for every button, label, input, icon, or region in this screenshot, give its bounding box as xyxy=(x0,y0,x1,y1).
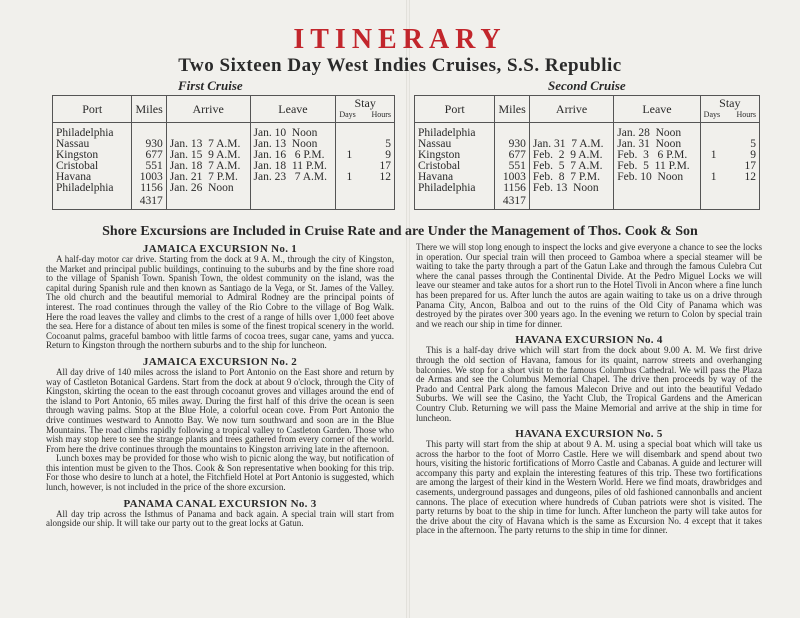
arrive-header: Arrive xyxy=(166,96,250,123)
hours-value: 9 xyxy=(750,149,756,161)
port-cell: Philadelphia xyxy=(415,123,495,140)
arrive-cell: Feb. 2 9 A.M. xyxy=(529,150,613,161)
stay-cell xyxy=(700,183,759,194)
miles-cell xyxy=(132,123,166,140)
first-cruise-label: First Cruise xyxy=(178,78,243,93)
port-cell: Havana xyxy=(53,172,132,183)
leave-cell: Jan. 10 Noon xyxy=(250,123,336,140)
arrive-cell xyxy=(529,123,613,140)
days-label: Days xyxy=(339,110,356,119)
table-header-row xyxy=(415,96,760,123)
miles-cell: 1156 xyxy=(495,183,530,194)
jamaica-1-title: JAMAICA EXCURSION No. 1 xyxy=(142,243,298,255)
leave-cell: Jan. 13 Noon xyxy=(250,139,336,150)
jamaica-2-title: JAMAICA EXCURSION No. 2 xyxy=(142,355,298,368)
table-row xyxy=(53,123,395,140)
leave-cell: Jan. 28 Noon xyxy=(614,123,700,140)
port-cell: Kingston xyxy=(415,150,495,161)
leave-cell xyxy=(614,183,700,194)
shore-excursions-heading: Shore Excursions are Included in Cruise Rate and are Under the Management of Thos. Cook & Son xyxy=(102,224,698,239)
havana-4-title: HAVANA EXCURSION No. 4 xyxy=(515,334,663,347)
stay-cell xyxy=(336,123,395,140)
stay-cell xyxy=(336,172,395,183)
miles-cell: 1003 xyxy=(495,172,530,183)
miles-header: Miles xyxy=(495,96,530,123)
table-row xyxy=(415,123,760,140)
days-value: 1 xyxy=(346,149,353,161)
port-cell: Philadelphia xyxy=(53,183,132,194)
second-cruise-label: Second Cruise xyxy=(548,78,626,93)
port-cell: Cristobal xyxy=(53,161,132,172)
leave-cell: Feb. 3 6 P.M. xyxy=(614,150,700,161)
miles-cell: 677 xyxy=(132,150,166,161)
arrive-cell: Feb. 13 Noon xyxy=(529,183,613,194)
hours-label: Hours xyxy=(371,110,391,119)
port-cell: Cristobal xyxy=(415,161,495,172)
table-row xyxy=(53,183,395,194)
miles-header: Miles xyxy=(132,96,166,123)
jamaica-2-text: All day drive of 140 miles across the island to Port Antonio on the East shore and return by way of Castleton Botanical Gardens. Start from the dock at about 9 o'clock, through the City of Kingston, skirting the ocean to the east through cocoanut groves and villages around the end of the island to Port Antonio, 65 miles away. During the first half of this drive the ocean is seen through waving palms. Stop at the Blue Hole, a colorful ocean cove. From Port Antonio the drive continues westward to Annotto Bay. We now turn southward and soon are in the Blue Mountains. The road climbs rapidly following a tropical valley to Castleton Garden. Those who wish may stop here to see the strange plants and trees gathered from every corner of the world. From here the drive continues through the mountains to Kingston arriving late in the afternoon. xyxy=(46,366,394,454)
stay-cell xyxy=(336,183,395,194)
jamaica-2-lunch-text: Lunch boxes may be provided for those who wish to picnic along the way, but notification of this intention must be given to the Thos. Cook & Son representative when booking for this trip. For those who desire to lunch at a hotel, the Fitchfield Hotel at Port Antonio is suggested, which lunch, however, is not included in the price of the shore excursion. xyxy=(46,453,394,493)
arrive-header: Arrive xyxy=(529,96,613,123)
arrive-cell: Jan. 13 7 A.M. xyxy=(166,139,250,150)
miles-cell: 930 xyxy=(132,139,166,150)
arrive-cell: Jan. 31 7 A.M. xyxy=(529,139,613,150)
total-row xyxy=(415,194,760,210)
port-header: Port xyxy=(415,96,495,123)
arrive-cell: Jan. 21 7 P.M. xyxy=(166,172,250,183)
port-header: Port xyxy=(53,96,132,123)
arrive-cell: Feb. 8 7 P.M. xyxy=(529,172,613,183)
miles-cell: 677 xyxy=(495,150,530,161)
total-row xyxy=(53,194,395,210)
panama-3-text: All day trip across the Isthmus of Panama and back again. A special train will start from alongside our ship. It will take our party out to the great locks at Gatun. xyxy=(46,508,394,529)
first-cruise-table xyxy=(52,95,395,210)
hours-value: 9 xyxy=(385,149,391,161)
miles-cell xyxy=(495,123,530,140)
days-value: 1 xyxy=(346,171,353,183)
panama-3-title: PANAMA CANAL EXCURSION No. 3 xyxy=(123,497,317,510)
arrive-cell: Jan. 18 7 A.M. xyxy=(166,161,250,172)
hours-value: 12 xyxy=(744,171,756,183)
page-fold xyxy=(406,0,410,618)
second-cruise-table xyxy=(414,95,760,210)
leave-cell: Jan. 23 7 A.M. xyxy=(250,172,336,183)
hours-value: 5 xyxy=(750,138,756,150)
arrive-cell: Feb. 5 7 A.M. xyxy=(529,161,613,172)
port-cell: Philadelphia xyxy=(53,123,132,140)
hours-value: 5 xyxy=(385,138,391,150)
jamaica-1-text: A half-day motor car drive. Starting from the dock at 9 A. M., through the city of Kingston, the Market and principal public buildings, continuing to the suburbs and by the fine shore road to the village of Spanish Town. Spanish Town, the oldest community on the island, was the capital during Spanish rule and then known as Santiago de la Vega, or St. James of the Valley. The old church and the beautiful memorial to Admiral Rodney are the principal points of interest. The road continues through the valley of the Rio Cobre to the village of Bog Walk. Here the road leaves the valley and climbs to the crest of a range of hills over 1,000 feet above the sea. Here for a distance of about ten miles is some of the finest tropical scenery in the world. Cocoanut palms, graceful bamboo with little farms of cocoa trees, sugar cane, yams and yucca. Return to Kingston through the northern suburbs and to the ship for luncheon. xyxy=(46,254,394,351)
miles-cell: 551 xyxy=(495,161,530,172)
table-row xyxy=(415,183,760,194)
leave-cell: Jan. 16 6 P.M. xyxy=(250,150,336,161)
port-cell: Philadelphia xyxy=(415,183,495,194)
leave-cell: Jan. 18 11 P.M. xyxy=(250,161,336,172)
page-title: ITINERARY xyxy=(293,24,507,55)
page-subtitle: Two Sixteen Day West Indies Cruises, S.S. Republic xyxy=(178,55,622,76)
miles-cell: 551 xyxy=(132,161,166,172)
miles-cell: 1003 xyxy=(132,172,166,183)
hours-value: 12 xyxy=(379,171,391,183)
table-header-row xyxy=(53,96,395,123)
leave-header: Leave xyxy=(614,96,700,123)
days-value: 1 xyxy=(710,149,717,161)
port-cell: Nassau xyxy=(53,139,132,150)
arrive-cell xyxy=(166,123,250,140)
panama-3-text-continued: There we will stop long enough to inspect the locks and give everyone a chance to see the locks in operation. Our special train will then proceed to Gamboa where a special steamer will be waiting to take the party through a part of the Gatun Lake and through the famous Culebra Cut where the canal passes through the Continental Divide. At the Pedro Miguel Locks we will leave our steamer and take autos for a short run to the Hotel Tivoli in Ancon where a fine lunch has been prepared for us. After lunch the autos are again waiting to take us on a drive through Panama City, Ancon, Balboa and out to the ruins of the Old City of Panama which was destroyed by the pirates over 300 years ago. In the evening we return to Colon by special train and we reach our ship in time for dinner. xyxy=(416,242,762,329)
miles-cell: 1156 xyxy=(132,183,166,194)
port-cell: Havana xyxy=(415,172,495,183)
havana-5-text: This party will start from the ship at about 9 A. M. using a special boat which will take us across the harbor to the foot of Morro Castle. Here we will disembark and spend about two hours, visiting the historic fortifications of Morro Castle and Cabanas. A guide and lecturer will accompany this party and explain the interesting features of this trip. These two fortifications are among the largest of their kind in the Western World. Here we find moats, drawbridges and casements, underground passages and dungeons, piles of old fashioned cannonballs and ancient cannons. The place of execution where hundreds of Cuban patriots were shot is visited. The party returns by boat to the ship in time for lunch. After luncheon the party will take autos for the drive about the city of Havana which is the same as Excursion No. 4 except that it takes place in the afternoon. The party returns to the ship in time for dinner. xyxy=(416,439,762,536)
stay-header xyxy=(700,96,759,123)
leave-cell: Jan. 31 Noon xyxy=(614,139,700,150)
hours-value: 17 xyxy=(744,160,756,172)
leave-header: Leave xyxy=(250,96,336,123)
stay-label: Stay xyxy=(719,96,741,110)
leave-cell xyxy=(250,183,336,194)
arrive-cell: Jan. 15 9 A.M. xyxy=(166,150,250,161)
havana-5-title: HAVANA EXCURSION No. 5 xyxy=(515,428,663,441)
total-miles-cell: 4317 xyxy=(495,194,530,210)
total-miles-cell: 4317 xyxy=(132,194,166,210)
port-cell: Kingston xyxy=(53,150,132,161)
leave-cell: Feb. 5 11 P.M. xyxy=(614,161,700,172)
stay-header xyxy=(336,96,395,123)
stay-label: Stay xyxy=(354,96,376,110)
hours-value: 17 xyxy=(379,160,391,172)
hours-label: Hours xyxy=(736,110,756,119)
days-value: 1 xyxy=(710,171,717,183)
port-cell: Nassau xyxy=(415,139,495,150)
miles-cell: 930 xyxy=(495,139,530,150)
stay-cell xyxy=(700,123,759,140)
stay-cell xyxy=(700,172,759,183)
arrive-cell: Jan. 26 Noon xyxy=(166,183,250,194)
havana-4-text: This is a half-day drive which will start from the dock about 9.00 A. M. We first drive through the old section of Havana, famous for its quaint, narrow streets and overhanging balconies. We stop for a short visit to the famous Columbus Cathedral. We will pass the Plaza de Armas and see the Columbus Memorial Chapel. The drive then proceeds by way of the Prado and Central Park along the famous Malecon Drive and out into the beautiful Vedado Suburbs. We will see the Casino, the Yacht Club, the Tropical Gardens and the American Country Club. Returning we will pass the Maine Memorial and arrive at the ship in time for luncheon. xyxy=(416,345,762,423)
leave-cell: Feb. 10 Noon xyxy=(614,172,700,183)
days-label: Days xyxy=(703,110,721,119)
left-column xyxy=(46,243,394,529)
right-column xyxy=(416,243,762,536)
